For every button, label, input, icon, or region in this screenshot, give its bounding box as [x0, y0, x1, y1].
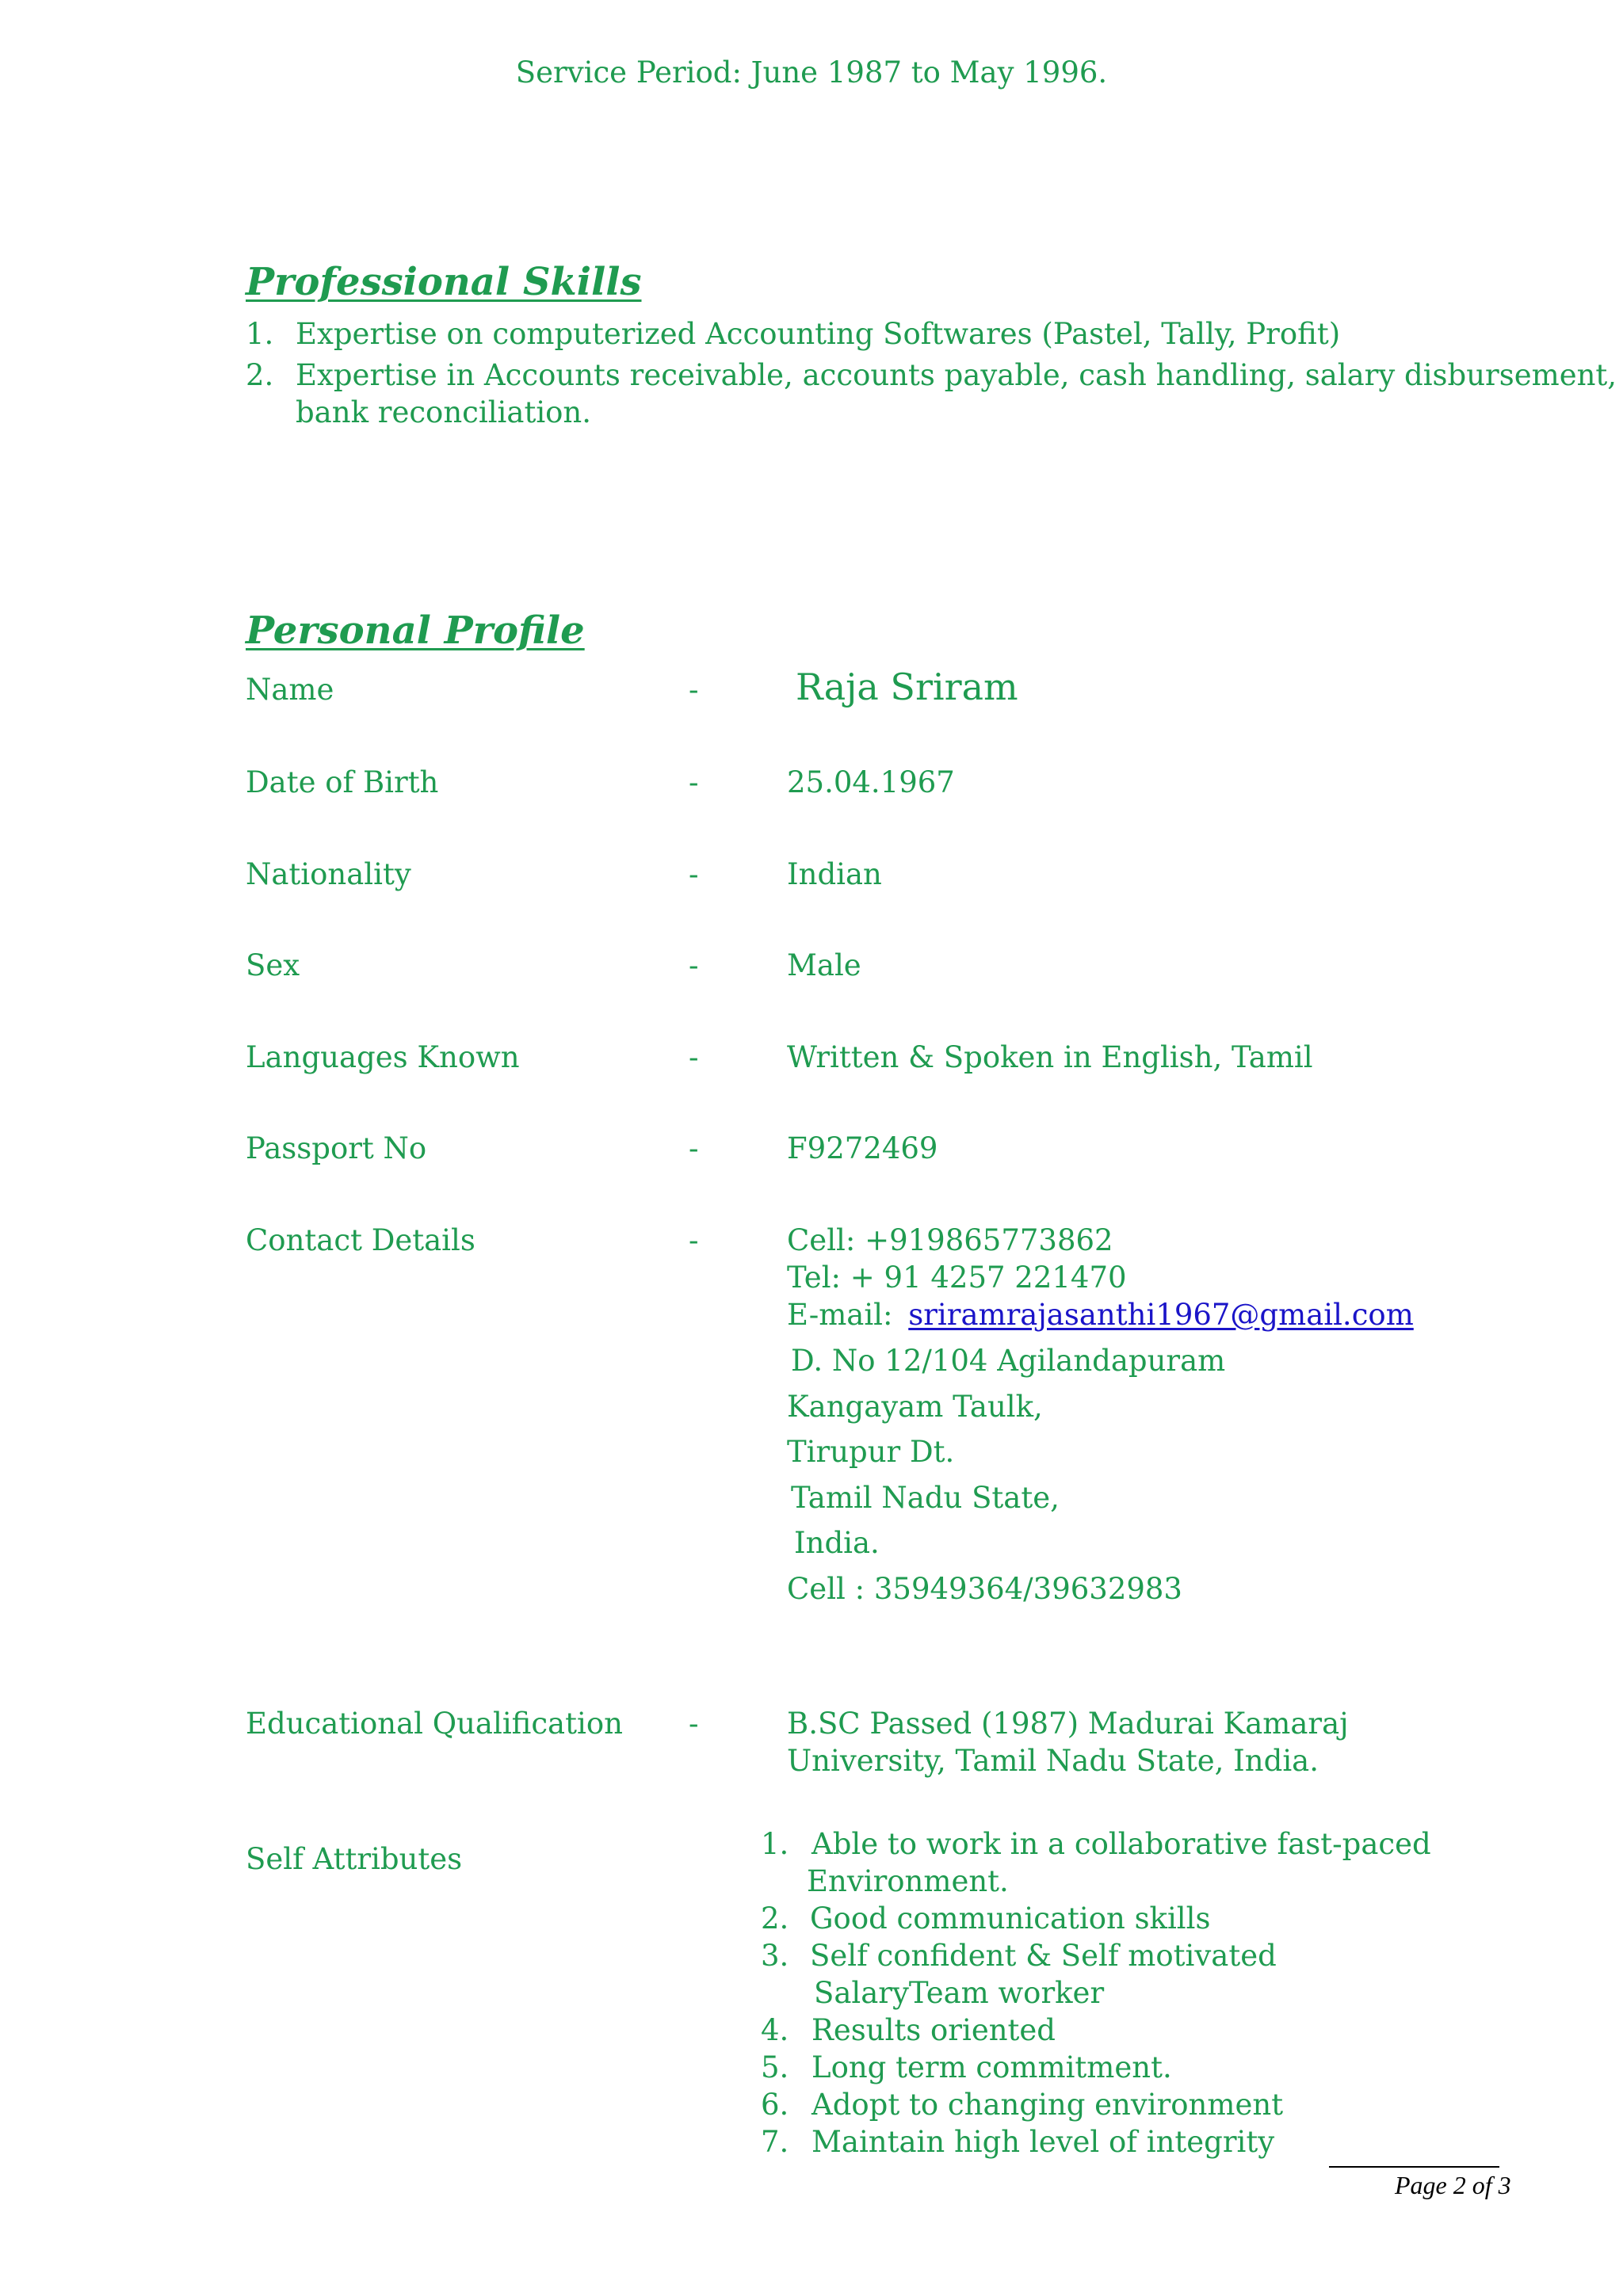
address-line-6: Cell : 35949364/39632983	[787, 1572, 1182, 1606]
address-line-1: D. No 12/104 Agilandapuram	[791, 1344, 1226, 1378]
attribute-2-number: 2.	[761, 1901, 789, 1936]
education-line-1: B.SC Passed (1987) Madurai Kamaraj	[787, 1707, 1349, 1741]
skill-item-2-text: Expertise in Accounts receivable, accounts payable, cash handling, salary disbursement,	[296, 358, 1617, 392]
page-number: Page 2 of 3	[1395, 2171, 1511, 2199]
contact-separator: -	[689, 1223, 699, 1257]
name-value: Raja Sriram	[796, 666, 1018, 708]
service-period: Service Period: June 1987 to May 1996.	[515, 55, 1108, 90]
attribute-3-text: Self confident & Self motivated	[810, 1939, 1277, 1973]
passport-value: F9272469	[787, 1131, 938, 1165]
skill-item-2-text-continued: bank reconciliation.	[296, 395, 592, 429]
attribute-7-text: Maintain high level of integrity	[812, 2125, 1275, 2159]
sex-value: Male	[787, 948, 861, 982]
address-line-2: Kangayam Taulk,	[787, 1390, 1043, 1424]
education-label: Educational Qualification	[246, 1707, 623, 1741]
languages-separator: -	[689, 1040, 699, 1074]
attribute-4-text: Results oriented	[812, 2013, 1056, 2047]
languages-label: Languages Known	[246, 1040, 520, 1074]
address-line-5: India.	[794, 1526, 880, 1560]
dob-separator: -	[689, 765, 699, 799]
nationality-label: Nationality	[246, 857, 411, 891]
attribute-3-text-continued: SalaryTeam worker	[814, 1976, 1105, 2010]
nationality-separator: -	[689, 857, 699, 891]
attribute-1-text-continued: Environment.	[807, 1864, 1009, 1898]
name-separator: -	[689, 673, 699, 707]
attribute-7-number: 7.	[761, 2125, 789, 2159]
passport-separator: -	[689, 1131, 699, 1165]
dob-value: 25.04.1967	[787, 765, 955, 799]
languages-value: Written & Spoken in English, Tamil	[787, 1040, 1313, 1074]
nationality-value: Indian	[787, 857, 882, 891]
passport-label: Passport No	[246, 1131, 427, 1165]
education-separator: -	[689, 1707, 699, 1741]
contact-cell: Cell: +919865773862	[787, 1223, 1113, 1257]
contact-tel: Tel: + 91 4257 221470	[787, 1261, 1127, 1295]
contact-email-label: E-mail:	[787, 1298, 893, 1332]
skill-item-1-number: 1.	[246, 317, 274, 351]
attribute-4-number: 4.	[761, 2013, 789, 2047]
skill-item-2-number: 2.	[246, 358, 274, 392]
self-attributes-label: Self Attributes	[246, 1842, 463, 1876]
attribute-1-text: Able to work in a collaborative fast-paced	[812, 1827, 1431, 1861]
skill-item-1-text: Expertise on computerized Accounting Softwares (Pastel, Tally, Profit)	[296, 317, 1341, 351]
contact-label: Contact Details	[246, 1223, 475, 1257]
sex-label: Sex	[246, 948, 300, 982]
attribute-3-number: 3.	[761, 1939, 789, 1973]
sex-separator: -	[689, 948, 699, 982]
education-line-2: University, Tamil Nadu State, India.	[787, 1744, 1319, 1778]
attribute-6-number: 6.	[761, 2088, 789, 2122]
personal-profile-heading: Personal Profile	[246, 608, 585, 653]
address-line-3: Tirupur Dt.	[787, 1435, 955, 1469]
attribute-6-text: Adopt to changing environment	[812, 2088, 1284, 2122]
professional-skills-heading: Professional Skills	[246, 260, 642, 304]
attribute-5-text: Long term commitment.	[812, 2050, 1172, 2084]
dob-label: Date of Birth	[246, 765, 439, 799]
attribute-1-number: 1.	[761, 1827, 789, 1861]
name-label: Name	[246, 673, 334, 707]
address-line-4: Tamil Nadu State,	[791, 1481, 1060, 1515]
attribute-2-text: Good communication skills	[810, 1901, 1211, 1936]
contact-email-link[interactable]: sriramrajasanthi1967@gmail.com	[908, 1298, 1414, 1332]
attribute-5-number: 5.	[761, 2050, 789, 2084]
contact-email-row	[787, 1296, 1414, 1334]
